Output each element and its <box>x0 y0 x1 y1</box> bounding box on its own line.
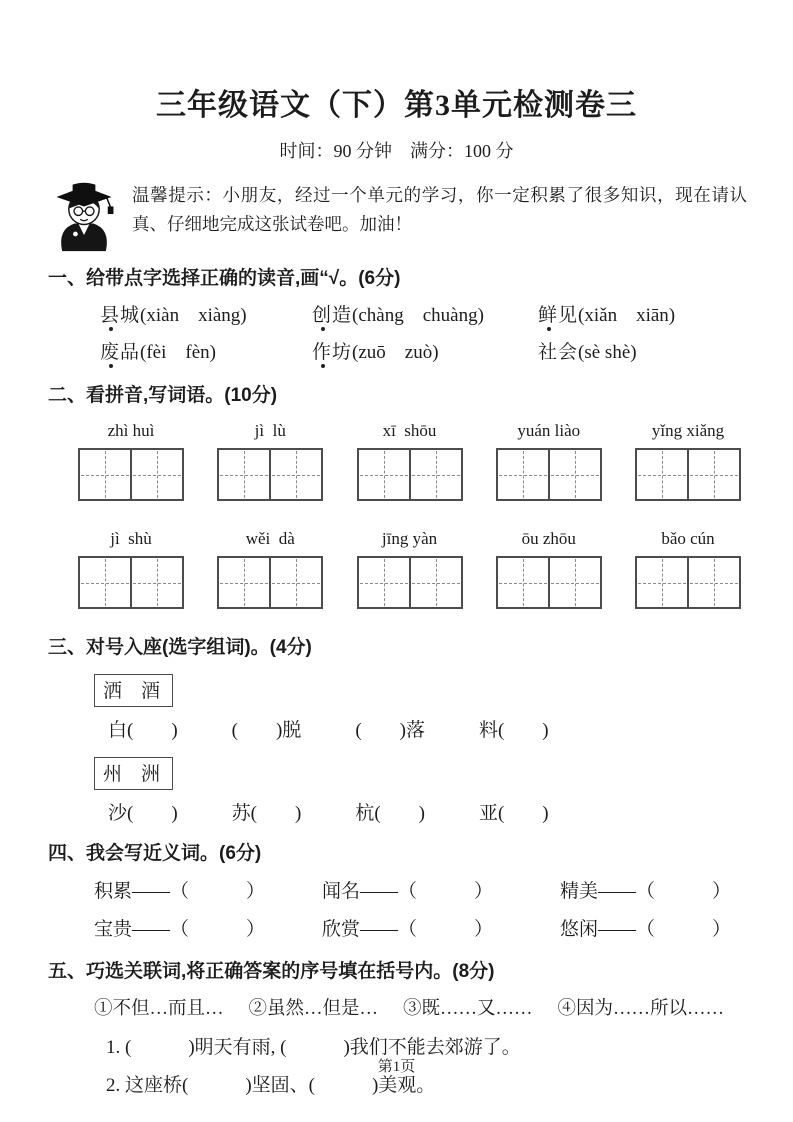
q2-column <box>78 421 184 501</box>
q3-blanks-line-2 <box>108 800 793 827</box>
q2-column <box>357 421 463 501</box>
writing-grid <box>217 448 323 501</box>
q1-item <box>312 303 538 329</box>
conjunction-option: ①不但…而且… <box>94 999 224 1019</box>
pinyin-options: (chàng chuàng) <box>352 305 484 326</box>
writing-grid <box>357 556 463 609</box>
writing-cell <box>409 450 461 499</box>
fill-blank: 苏( ) <box>231 803 302 824</box>
pinyin-label: yuán liào <box>517 421 581 440</box>
word-rest: 见 <box>558 305 579 326</box>
writing-cell <box>498 558 548 607</box>
q1-row-2 <box>100 340 793 366</box>
q1-heading: 一、给带点字选择正确的读音,画“√。(6分) <box>48 268 401 289</box>
synonym-blank: 闻名——（ ） <box>322 881 494 902</box>
conjunction-option: ③既……又…… <box>403 999 533 1019</box>
tip-text: 温馨提示：小朋友，经过一个单元的学习，你一定积累了很多知识，现在请认真、仔细地完成这张试卷吧。加油！ <box>132 185 747 234</box>
q5-heading: 五、巧选关联词,将正确答案的序号填在括号内。(8分) <box>48 961 495 982</box>
q1-item <box>100 303 312 329</box>
writing-grid <box>357 448 463 501</box>
fill-blank: 沙( ) <box>108 803 178 824</box>
word-rest: 造 <box>332 305 353 326</box>
pinyin-label: jīng yàn <box>381 529 438 548</box>
q1-item <box>100 340 312 366</box>
synonym-blank: 积累——（ ） <box>94 881 266 902</box>
fill-blank: 亚( ) <box>478 803 549 824</box>
exam-meta: 时间：90 分钟 满分：100 分 <box>279 141 514 161</box>
pinyin-label: ōu zhōu <box>521 529 576 548</box>
conjunction-option: ④因为……所以…… <box>557 999 725 1019</box>
q5-option-list <box>94 996 793 1023</box>
q3-heading: 三、对号入座(选字组词)。(4分) <box>48 637 312 658</box>
page-title: 三年级语文（下）第3单元检测卷三 <box>156 89 637 122</box>
q2-column <box>217 529 323 609</box>
q2-column <box>78 529 184 609</box>
q2-column <box>635 529 741 609</box>
writing-cell <box>637 558 687 607</box>
synonym-blank: 精美——（ ） <box>560 881 732 902</box>
writing-cell <box>80 558 130 607</box>
writing-cell <box>687 450 739 499</box>
conjunction-option: ②虽然…但是… <box>248 999 379 1019</box>
writing-cell <box>359 558 409 607</box>
q4-row-2 <box>94 917 793 943</box>
pinyin-options: (zuō zuò) <box>352 342 439 363</box>
writing-grid <box>496 556 602 609</box>
writing-cell <box>548 558 600 607</box>
pinyin-label: zhì huì <box>107 421 155 440</box>
writing-grid <box>635 448 741 501</box>
q2-column <box>496 529 602 609</box>
word-rest: 会 <box>558 342 579 363</box>
synonym-blank: 欣赏——（ ） <box>322 919 494 940</box>
word-rest: 城 <box>120 305 141 326</box>
q5-sentence: 1. ( )明天有雨, ( )我们不能去郊游了。 <box>106 1037 521 1058</box>
tip-box <box>46 177 747 253</box>
pinyin-label: wěi dà <box>245 529 295 548</box>
writing-cell <box>130 558 182 607</box>
pinyin-options: (fèi fèn) <box>140 342 216 363</box>
pinyin-label: jì lù <box>254 421 286 440</box>
fill-blank: 杭( ) <box>355 803 425 824</box>
writing-grid <box>496 448 602 501</box>
pinyin-label: bǎo cún <box>661 529 715 548</box>
writing-cell <box>80 450 130 499</box>
q2-column <box>496 421 602 501</box>
q2-column <box>217 421 323 501</box>
q1-item <box>538 303 793 329</box>
synonym-blank: 宝贵——（ ） <box>94 919 266 940</box>
q2-column <box>357 529 463 609</box>
fill-blank: ( )落 <box>355 720 425 741</box>
q1-item <box>312 340 538 366</box>
page-number: 第1页 <box>377 1059 416 1075</box>
writing-grid <box>78 556 184 609</box>
pinyin-label: xī shōu <box>382 421 437 440</box>
pinyin-label: jì shù <box>110 529 152 548</box>
word-rest: 坊 <box>332 342 353 363</box>
writing-cell <box>637 450 687 499</box>
character-choice-box: 洒 酒 <box>94 674 173 707</box>
q2-column <box>635 421 741 501</box>
writing-grid <box>635 556 741 609</box>
graduate-student-mascot-icon <box>46 177 122 253</box>
q3-blanks-line-1 <box>108 717 793 744</box>
q2-pinyin-row-2 <box>78 529 741 609</box>
pinyin-options: (xiàn xiàng) <box>140 305 247 326</box>
word-rest: 品 <box>120 342 141 363</box>
writing-cell <box>219 558 269 607</box>
dotted-character: 创 <box>312 305 333 326</box>
character-choice-box: 州 洲 <box>94 757 173 790</box>
fill-blank: 料( ) <box>478 720 549 741</box>
dotted-character: 县 <box>100 305 121 326</box>
dotted-character: 鲜 <box>538 305 559 326</box>
dotted-character: 作 <box>312 342 333 363</box>
q1-item <box>538 340 793 366</box>
q1-row-1 <box>100 303 793 329</box>
fill-blank: ( )脱 <box>231 720 302 741</box>
pinyin-options: (xiǎn xiān) <box>578 305 676 326</box>
writing-grid <box>217 556 323 609</box>
pinyin-options: (sè shè) <box>578 342 637 363</box>
q2-heading: 二、看拼音,写词语。(10分) <box>48 385 278 406</box>
synonym-blank: 悠闲——（ ） <box>560 919 732 940</box>
pinyin-label: yǐng xiǎng <box>651 421 725 440</box>
q4-heading: 四、我会写近义词。(6分) <box>48 843 262 864</box>
writing-cell <box>687 558 739 607</box>
q4-row-1 <box>94 879 793 905</box>
dotted-character: 废 <box>100 342 121 363</box>
writing-grid <box>78 448 184 501</box>
writing-cell <box>498 450 548 499</box>
q5-sentence: 2. 这座桥( )坚固、( )美观。 <box>106 1075 436 1096</box>
writing-cell <box>548 450 600 499</box>
writing-cell <box>409 558 461 607</box>
writing-cell <box>269 558 321 607</box>
q2-pinyin-row-1 <box>78 421 741 501</box>
writing-cell <box>130 450 182 499</box>
writing-cell <box>359 450 409 499</box>
word-head: 社 <box>538 342 559 363</box>
writing-cell <box>269 450 321 499</box>
writing-cell <box>219 450 269 499</box>
fill-blank: 白( ) <box>108 720 178 741</box>
